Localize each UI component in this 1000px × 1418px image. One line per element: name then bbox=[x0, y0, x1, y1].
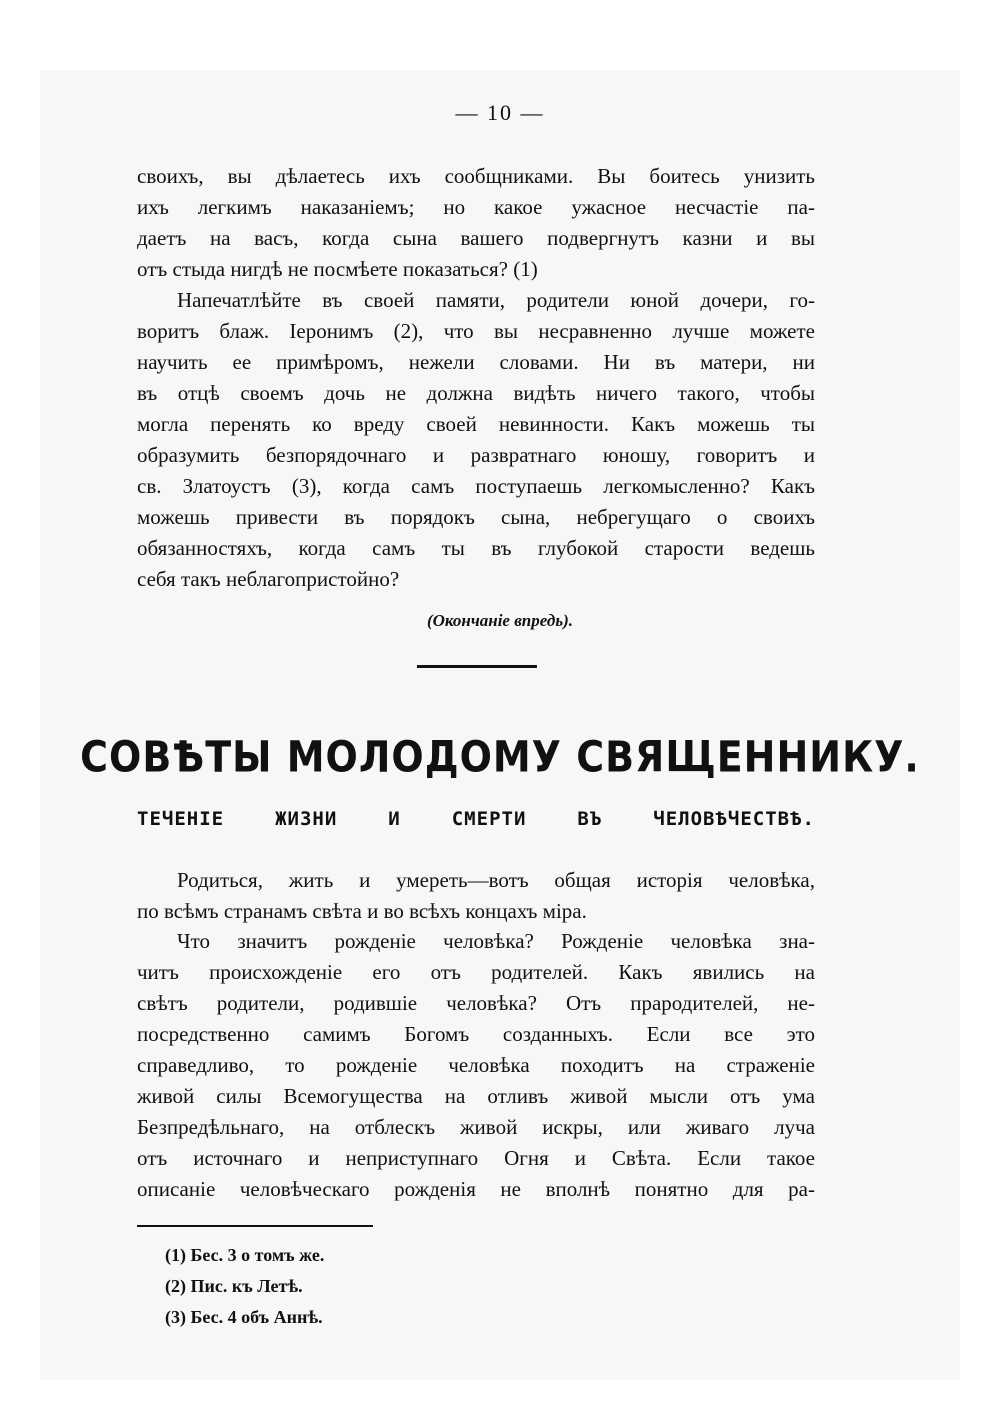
paragraph-4 bbox=[137, 926, 815, 1205]
text-line: живой силы Всемогущества на отливъ живой мысли отъ ума bbox=[137, 1084, 815, 1108]
paragraph-3 bbox=[137, 865, 815, 927]
paragraph-2 bbox=[137, 285, 815, 595]
article-subtitle: ТЕЧЕНІЕ ЖИЗНИ И СМЕРТИ ВЪ ЧЕЛОВѢЧЕСТВѢ. bbox=[137, 808, 815, 830]
text-line: посредственно самимъ Богомъ созданныхъ. Если все это bbox=[137, 1022, 815, 1046]
footnote-1: (1) Бес. 3 о томъ же. bbox=[165, 1245, 325, 1265]
text-line: обязанностяхъ, когда самъ ты въ глубокой старости ведешь bbox=[137, 536, 815, 560]
text-line: свѣтъ родители, родившіе человѣка? Отъ прародителей, не- bbox=[137, 991, 815, 1015]
text-line: справедливо, то рожденіе человѣка походитъ на страженіе bbox=[137, 1053, 815, 1077]
article-title: СОВѢТЫ МОЛОДОМУ СВЯЩЕННИКУ. bbox=[80, 732, 920, 782]
text-line: св. Златоустъ (3), когда самъ поступаешь легкомысленно? Какъ bbox=[137, 474, 815, 498]
text-line: образумить безпорядочнаго и развратнаго юношу, говоритъ и bbox=[137, 443, 815, 467]
text-line: Что значитъ рожденіе человѣка? Рожденіе человѣка зна- bbox=[177, 929, 815, 953]
text-line: могла перенять ко вреду своей невинности. Какъ можешь ты bbox=[137, 412, 815, 436]
text-line: по всѣмъ странамъ свѣта и во всѣхъ концахъ міра. bbox=[137, 899, 587, 923]
footnote-3: (3) Бес. 4 объ Аннѣ. bbox=[165, 1307, 323, 1327]
text-line: Безпредѣльнаго, на отблескъ живой искры, или живаго луча bbox=[137, 1115, 815, 1139]
text-line: Родиться, жить и умереть—вотъ общая исторія человѣка, bbox=[177, 868, 815, 892]
footnote-rule bbox=[137, 1225, 373, 1227]
footnote-2: (2) Пис. къ Летѣ. bbox=[165, 1276, 303, 1296]
text-line: Напечатлѣйте въ своей памяти, родители юной дочери, го- bbox=[177, 288, 815, 312]
continuation-note: (Окончаніе впредь). bbox=[426, 611, 573, 630]
text-line: отъ источнаго и неприступнаго Огня и Свѣта. Если такое bbox=[137, 1146, 815, 1170]
text-line: описаніе человѣческаго рожденія не вполнѣ понятно для ра- bbox=[137, 1177, 815, 1201]
text-line: ихъ легкимъ наказаніемъ; но какое ужасное несчастіе па- bbox=[137, 195, 815, 219]
text-line: можешь привести въ порядокъ сына, небрегущаго о своихъ bbox=[137, 505, 815, 529]
text-line: въ отцѣ своемъ дочь не должна видѣть ничего такого, чтобы bbox=[137, 381, 815, 405]
text-line: читъ происхожденіе его отъ родителей. Какъ явились на bbox=[137, 960, 815, 984]
text-line: себя такъ неблагопристойно? bbox=[137, 567, 400, 591]
footnotes bbox=[165, 1240, 324, 1333]
page-number: — 10 — bbox=[455, 100, 545, 125]
section-divider bbox=[417, 665, 537, 668]
text-line: своихъ, вы дѣлаетесь ихъ сообщниками. Вы боитесь унизить bbox=[137, 164, 815, 188]
text-line: даетъ на васъ, когда сына вашего подвергнутъ казни и вы bbox=[137, 226, 815, 250]
text-line: воритъ блаж. Іеронимъ (2), что вы несравненно лучше можете bbox=[137, 319, 815, 343]
paragraph-1 bbox=[137, 161, 815, 285]
text-line: научить ее примѣромъ, нежели словами. Ни въ матери, ни bbox=[137, 350, 815, 374]
text-line: отъ стыда нигдѣ не посмѣете показаться? (1) bbox=[137, 257, 538, 281]
